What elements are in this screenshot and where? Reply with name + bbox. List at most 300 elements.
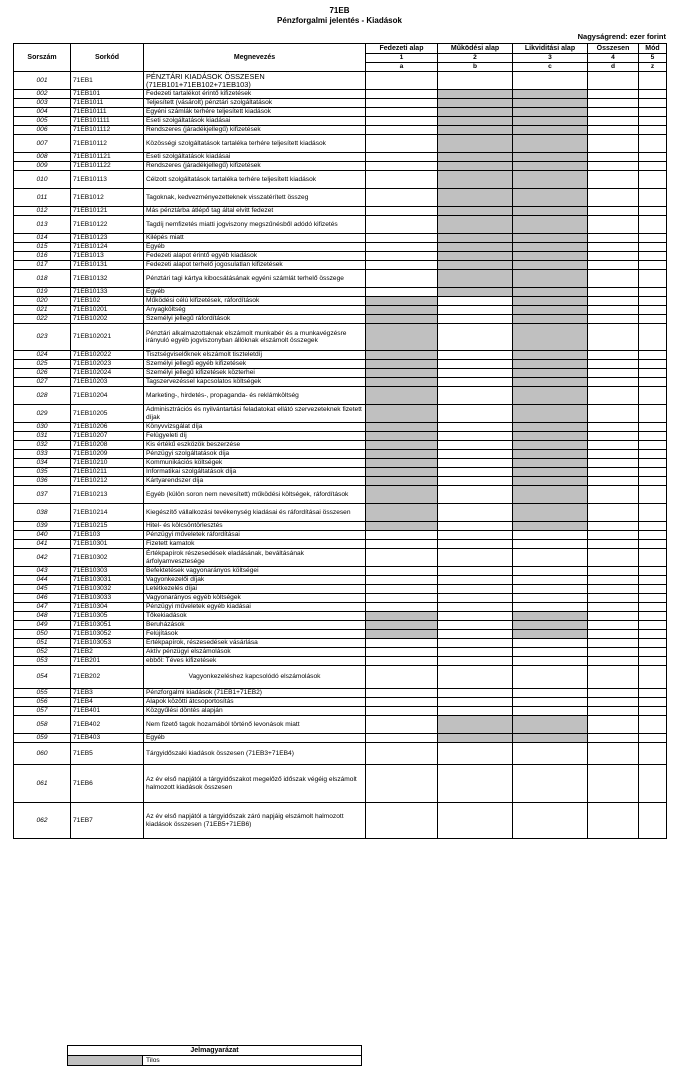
cell-mod[interactable] [639,288,667,297]
cell-fedezeti-alap[interactable] [366,90,438,99]
cell-mod[interactable] [639,639,667,648]
cell-fedezeti-alap[interactable] [366,270,438,288]
cell-osszesen[interactable] [588,603,639,612]
cell-fedezeti-alap[interactable] [366,207,438,216]
cell-mukodesi-alap[interactable] [438,630,513,639]
cell-mod[interactable] [639,477,667,486]
table-row [14,698,667,707]
cell-osszesen[interactable] [588,306,639,315]
cell-mod[interactable] [639,716,667,734]
cell-likviditasi-alap[interactable] [513,765,588,803]
cell-mod[interactable] [639,117,667,126]
cell-fedezeti-alap[interactable] [366,171,438,189]
table-row [14,486,667,504]
cell-likviditasi-alap [513,734,588,743]
cell-osszesen[interactable] [588,360,639,369]
cell-mukodesi-alap[interactable] [438,297,513,306]
row-sorkod: 71EB10112 [71,135,144,153]
cell-osszesen[interactable] [588,441,639,450]
cell-mod[interactable] [639,698,667,707]
cell-mukodesi-alap[interactable] [438,459,513,468]
cell-osszesen[interactable] [588,117,639,126]
cell-mukodesi-alap[interactable] [438,441,513,450]
cell-mukodesi-alap[interactable] [438,324,513,351]
cell-fedezeti-alap[interactable] [366,108,438,117]
cell-mod[interactable] [639,135,667,153]
cell-mod[interactable] [639,441,667,450]
cell-likviditasi-alap[interactable] [513,666,588,689]
cell-fedezeti-alap[interactable] [366,117,438,126]
cell-mod[interactable] [639,126,667,135]
cell-mukodesi-alap[interactable] [438,612,513,621]
cell-mod[interactable] [639,297,667,306]
cell-likviditasi-alap[interactable] [513,594,588,603]
cell-mod[interactable] [639,803,667,839]
row-megnevezes: Beruházások [144,621,366,630]
cell-likviditasi-alap [513,243,588,252]
table-row [14,99,667,108]
cell-fedezeti-alap[interactable] [366,288,438,297]
cell-fedezeti-alap[interactable] [366,189,438,207]
cell-fedezeti-alap[interactable] [366,234,438,243]
cell-likviditasi-alap[interactable] [513,549,588,567]
cell-osszesen[interactable] [588,405,639,423]
cell-mukodesi-alap[interactable] [438,594,513,603]
cell-osszesen[interactable] [588,648,639,657]
cell-fedezeti-alap[interactable] [366,261,438,270]
row-megnevezes: Kártyarendszer díja [144,477,366,486]
cell-mod[interactable] [639,189,667,207]
cell-osszesen[interactable] [588,585,639,594]
cell-likviditasi-alap [513,171,588,189]
cell-mukodesi-alap[interactable] [438,315,513,324]
cell-mukodesi-alap[interactable] [438,803,513,839]
cell-osszesen[interactable] [588,315,639,324]
cell-osszesen[interactable] [588,387,639,405]
row-sorkod: 71EB402 [71,716,144,734]
row-sorkod: 71EB201 [71,657,144,666]
cell-mukodesi-alap[interactable] [438,621,513,630]
cell-mukodesi-alap [438,135,513,153]
cell-likviditasi-alap[interactable] [513,576,588,585]
cell-osszesen[interactable] [588,432,639,441]
cell-mod[interactable] [639,531,667,540]
cell-mod[interactable] [639,765,667,803]
cell-mukodesi-alap[interactable] [438,351,513,360]
row-megnevezes: Marketing-, hirdetés-, propaganda- és reklámköltség [144,387,366,405]
cell-likviditasi-alap [513,189,588,207]
cell-mukodesi-alap[interactable] [438,743,513,765]
cell-osszesen[interactable] [588,549,639,567]
cell-mukodesi-alap[interactable] [438,432,513,441]
report-title-block [0,6,679,26]
cell-fedezeti-alap[interactable] [366,549,438,567]
cell-likviditasi-alap [513,432,588,441]
cell-osszesen[interactable] [588,351,639,360]
cell-osszesen[interactable] [588,135,639,153]
cell-osszesen[interactable] [588,459,639,468]
cell-mukodesi-alap[interactable] [438,585,513,594]
cell-osszesen[interactable] [588,486,639,504]
cell-fedezeti-alap[interactable] [366,585,438,594]
cell-mukodesi-alap[interactable] [438,369,513,378]
cell-osszesen[interactable] [588,270,639,288]
cell-mod[interactable] [639,743,667,765]
row-megnevezes: Értékpapírok részesedések eladásának, beváltásának árfolyamvesztesége [144,549,366,567]
cell-fedezeti-alap[interactable] [366,603,438,612]
cell-likviditasi-alap [513,216,588,234]
cell-mod[interactable] [639,567,667,576]
cell-mukodesi-alap[interactable] [438,639,513,648]
cell-mukodesi-alap[interactable] [438,567,513,576]
row-megnevezes: Fedezeti alapot érintő egyéb kiadások [144,252,366,261]
row-megnevezes: Kilépés miatt [144,234,366,243]
row-sorszam: 015 [14,243,71,252]
cell-mod[interactable] [639,603,667,612]
cell-mod[interactable] [639,261,667,270]
cell-mod[interactable] [639,549,667,567]
row-sorkod: 71EB103031 [71,576,144,585]
cell-mukodesi-alap[interactable] [438,486,513,504]
cell-fedezeti-alap[interactable] [366,153,438,162]
cell-mukodesi-alap[interactable] [438,648,513,657]
cell-mod[interactable] [639,486,667,504]
row-megnevezes: Befektetések vagyonarányos költségei [144,567,366,576]
cell-mod[interactable] [639,108,667,117]
cell-osszesen[interactable] [588,765,639,803]
cell-fedezeti-alap[interactable] [366,698,438,707]
cell-fedezeti-alap[interactable] [366,99,438,108]
cell-osszesen[interactable] [588,234,639,243]
cell-mod[interactable] [639,450,667,459]
cell-osszesen[interactable] [588,666,639,689]
cell-osszesen[interactable] [588,243,639,252]
cell-osszesen[interactable] [588,324,639,351]
cell-osszesen[interactable] [588,707,639,716]
table-row [14,432,667,441]
cell-likviditasi-alap[interactable] [513,540,588,549]
cell-osszesen[interactable] [588,468,639,477]
cell-mukodesi-alap[interactable] [438,657,513,666]
cell-mod[interactable] [639,648,667,657]
cell-likviditasi-alap[interactable] [513,531,588,540]
cell-mod[interactable] [639,707,667,716]
cell-mod[interactable] [639,621,667,630]
cell-mukodesi-alap[interactable] [438,477,513,486]
table-row [14,369,667,378]
cell-mod[interactable] [639,324,667,351]
cell-mod[interactable] [639,351,667,360]
cell-mod[interactable] [639,540,667,549]
cell-fedezeti-alap[interactable] [366,126,438,135]
cell-mukodesi-alap[interactable] [438,522,513,531]
cell-osszesen[interactable] [588,630,639,639]
cell-osszesen[interactable] [588,252,639,261]
row-sorszam: 040 [14,531,71,540]
cell-mod[interactable] [639,306,667,315]
cell-mukodesi-alap [438,216,513,234]
row-sorszam: 031 [14,432,71,441]
header-likviditasi-alap: Likviditási alap [513,44,588,54]
cell-fedezeti-alap[interactable] [366,648,438,657]
table-row [14,261,667,270]
cell-mukodesi-alap[interactable] [438,549,513,567]
cell-fedezeti-alap[interactable] [366,707,438,716]
cell-mukodesi-alap[interactable] [438,698,513,707]
row-sorkod: 71EB103053 [71,639,144,648]
cell-fedezeti-alap[interactable] [366,567,438,576]
cell-mukodesi-alap[interactable] [438,378,513,387]
table-row [14,387,667,405]
cell-osszesen[interactable] [588,594,639,603]
cell-osszesen[interactable] [588,689,639,698]
cell-osszesen[interactable] [588,567,639,576]
row-sorkod: 71EB10202 [71,315,144,324]
cell-fedezeti-alap[interactable] [366,689,438,698]
cell-osszesen[interactable] [588,531,639,540]
legend-swatch [68,1056,143,1066]
cell-mukodesi-alap[interactable] [438,531,513,540]
cell-likviditasi-alap[interactable] [513,689,588,698]
cell-fedezeti-alap[interactable] [366,252,438,261]
row-megnevezes: Pénzügyi műveletek ráfordításai [144,531,366,540]
cell-osszesen[interactable] [588,698,639,707]
cell-osszesen[interactable] [588,153,639,162]
cell-mukodesi-alap[interactable] [438,765,513,803]
cell-fedezeti-alap[interactable] [366,72,438,90]
cell-osszesen[interactable] [588,261,639,270]
cell-osszesen[interactable] [588,99,639,108]
cell-mod[interactable] [639,270,667,288]
cell-likviditasi-alap[interactable] [513,603,588,612]
cell-mukodesi-alap[interactable] [438,504,513,522]
cell-likviditasi-alap[interactable] [513,567,588,576]
cell-mod[interactable] [639,405,667,423]
table-row [14,639,667,648]
row-sorszam: 027 [14,378,71,387]
cell-osszesen[interactable] [588,162,639,171]
cell-likviditasi-alap [513,351,588,360]
table-row [14,324,667,351]
cell-fedezeti-alap[interactable] [366,162,438,171]
cell-fedezeti-alap[interactable] [366,243,438,252]
row-sorkod: 71EB1011 [71,99,144,108]
cell-osszesen[interactable] [588,540,639,549]
cell-mukodesi-alap[interactable] [438,603,513,612]
cell-mod[interactable] [639,315,667,324]
cell-likviditasi-alap [513,423,588,432]
cell-mukodesi-alap[interactable] [438,387,513,405]
row-sorszam: 004 [14,108,71,117]
cell-mod[interactable] [639,522,667,531]
cell-osszesen[interactable] [588,743,639,765]
cell-mukodesi-alap[interactable] [438,405,513,423]
cell-mukodesi-alap[interactable] [438,666,513,689]
cell-osszesen[interactable] [588,378,639,387]
cell-likviditasi-alap[interactable] [513,648,588,657]
cell-osszesen[interactable] [588,108,639,117]
cell-fedezeti-alap[interactable] [366,765,438,803]
table-row [14,666,667,689]
cell-likviditasi-alap[interactable] [513,639,588,648]
cell-fedezeti-alap[interactable] [366,657,438,666]
row-sorszam: 012 [14,207,71,216]
row-megnevezes: Informatikai szolgáltatások díja [144,468,366,477]
cell-mod[interactable] [639,734,667,743]
cell-mod[interactable] [639,162,667,171]
cell-mod[interactable] [639,468,667,477]
cell-mod[interactable] [639,153,667,162]
cell-fedezeti-alap[interactable] [366,743,438,765]
cell-likviditasi-alap [513,360,588,369]
cell-mod[interactable] [639,612,667,621]
table-row [14,441,667,450]
cell-osszesen[interactable] [588,288,639,297]
cell-mod[interactable] [639,432,667,441]
cell-mod[interactable] [639,423,667,432]
cell-osszesen[interactable] [588,576,639,585]
cell-likviditasi-alap [513,234,588,243]
cell-osszesen[interactable] [588,126,639,135]
cell-osszesen[interactable] [588,504,639,522]
cell-fedezeti-alap[interactable] [366,734,438,743]
row-megnevezes: Tagszervezéssel kapcsolatos költségek [144,378,366,387]
cell-mukodesi-alap[interactable] [438,707,513,716]
cell-mukodesi-alap[interactable] [438,423,513,432]
cell-osszesen[interactable] [588,734,639,743]
cell-mod[interactable] [639,689,667,698]
cell-likviditasi-alap[interactable] [513,707,588,716]
cell-mod[interactable] [639,243,667,252]
col-letter-a: a [366,63,438,72]
cell-osszesen[interactable] [588,369,639,378]
cell-mod[interactable] [639,72,667,90]
cell-likviditasi-alap [513,135,588,153]
row-sorkod: 71EB102024 [71,369,144,378]
cell-mod[interactable] [639,216,667,234]
cell-osszesen[interactable] [588,477,639,486]
cell-osszesen[interactable] [588,450,639,459]
cell-mod[interactable] [639,378,667,387]
row-sorszam: 036 [14,477,71,486]
cell-osszesen[interactable] [588,207,639,216]
cell-fedezeti-alap[interactable] [366,594,438,603]
cell-fedezeti-alap [366,441,438,450]
cell-osszesen[interactable] [588,639,639,648]
cell-osszesen[interactable] [588,189,639,207]
cell-osszesen[interactable] [588,716,639,734]
cell-likviditasi-alap[interactable] [513,803,588,839]
table-row [14,270,667,288]
cell-likviditasi-alap[interactable] [513,743,588,765]
cell-osszesen[interactable] [588,423,639,432]
row-megnevezes: PÉNZTÁRI KIADÁSOK ÖSSZESEN (71EB101+71EB102+71EB103) [144,72,366,90]
cell-likviditasi-alap[interactable] [513,72,588,90]
cell-mod[interactable] [639,90,667,99]
cell-osszesen[interactable] [588,297,639,306]
cell-mod[interactable] [639,171,667,189]
row-sorkod: 71EB10301 [71,540,144,549]
cell-mukodesi-alap[interactable] [438,72,513,90]
cell-mod[interactable] [639,459,667,468]
cell-mukodesi-alap[interactable] [438,468,513,477]
cell-mod[interactable] [639,387,667,405]
cell-mod[interactable] [639,585,667,594]
cell-mod[interactable] [639,594,667,603]
cell-fedezeti-alap[interactable] [366,216,438,234]
cell-mod[interactable] [639,207,667,216]
cell-likviditasi-alap [513,630,588,639]
cell-likviditasi-alap[interactable] [513,585,588,594]
cell-likviditasi-alap[interactable] [513,657,588,666]
cell-likviditasi-alap [513,153,588,162]
cell-likviditasi-alap [513,90,588,99]
cell-fedezeti-alap[interactable] [366,531,438,540]
cell-fedezeti-alap [366,486,438,504]
cell-mod[interactable] [639,369,667,378]
cell-osszesen[interactable] [588,621,639,630]
cell-mod[interactable] [639,504,667,522]
cell-mod[interactable] [639,360,667,369]
row-sorszam: 032 [14,441,71,450]
cell-mukodesi-alap[interactable] [438,576,513,585]
cell-fedezeti-alap[interactable] [366,803,438,839]
cell-mod[interactable] [639,252,667,261]
cell-fedezeti-alap[interactable] [366,639,438,648]
cell-osszesen[interactable] [588,216,639,234]
row-sorkod: 71EB10305 [71,612,144,621]
cell-fedezeti-alap[interactable] [366,716,438,734]
cell-osszesen[interactable] [588,171,639,189]
cell-osszesen[interactable] [588,612,639,621]
cell-mukodesi-alap[interactable] [438,450,513,459]
row-sorszam: 005 [14,117,71,126]
cell-mod[interactable] [639,630,667,639]
row-megnevezes: Vagyonkezelői díjak [144,576,366,585]
cell-fedezeti-alap[interactable] [366,540,438,549]
row-sorkod: 71EB101111 [71,117,144,126]
cell-likviditasi-alap[interactable] [513,698,588,707]
row-sorszam: 049 [14,621,71,630]
cell-mod[interactable] [639,576,667,585]
cell-mod[interactable] [639,666,667,689]
header-megnevezes: Megnevezés [144,44,366,72]
cell-fedezeti-alap[interactable] [366,666,438,689]
table-row [14,630,667,639]
cell-fedezeti-alap [366,405,438,423]
cell-likviditasi-alap [513,459,588,468]
cell-fedezeti-alap[interactable] [366,135,438,153]
cell-mod[interactable] [639,99,667,108]
cell-osszesen[interactable] [588,657,639,666]
cell-fedezeti-alap[interactable] [366,576,438,585]
cell-osszesen[interactable] [588,72,639,90]
row-sorkod: 71EB102022 [71,351,144,360]
row-megnevezes: Közösségi szolgáltatások tartaléka terhére teljesített kiadások [144,135,366,153]
table-row [14,306,667,315]
row-sorszam: 009 [14,162,71,171]
cell-mukodesi-alap[interactable] [438,689,513,698]
cell-mod[interactable] [639,234,667,243]
cell-mod[interactable] [639,657,667,666]
cell-osszesen[interactable] [588,522,639,531]
cell-osszesen[interactable] [588,90,639,99]
cell-osszesen[interactable] [588,803,639,839]
cell-mukodesi-alap[interactable] [438,540,513,549]
row-sorkod: 71EB10111 [71,108,144,117]
cell-mukodesi-alap[interactable] [438,360,513,369]
cell-mukodesi-alap[interactable] [438,306,513,315]
